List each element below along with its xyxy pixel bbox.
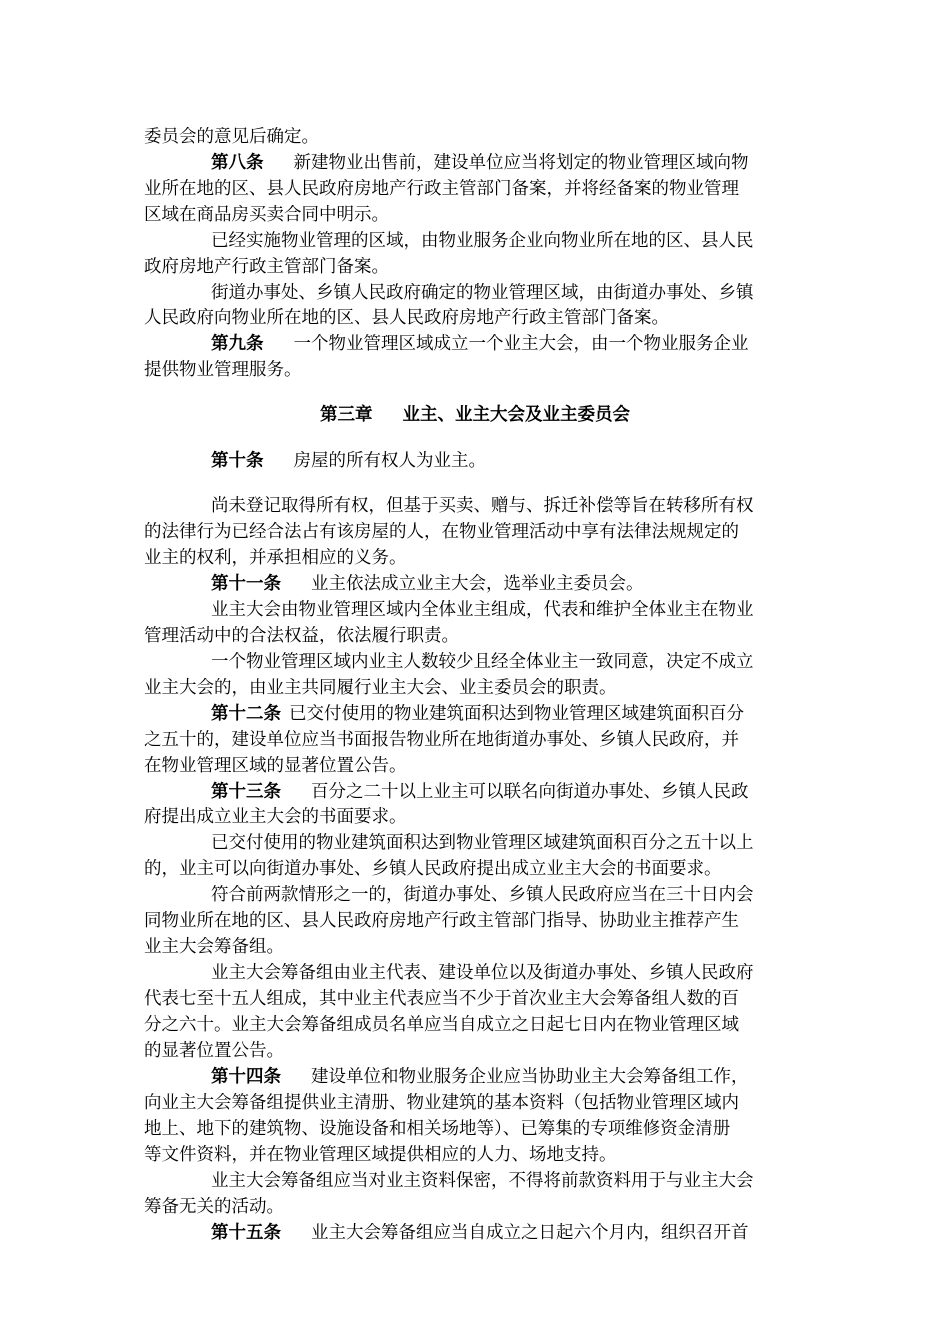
text-line: 业主依法成立业主大会，选举业主委员会。 [311,574,644,594]
text-line: 地上、地下的建筑物、设施设备和相关场地等）、已筹集的专项维修资金清册 [144,1119,731,1139]
article-15-paragraph [211,1222,824,1244]
article-10-label: 第十条 [211,451,264,471]
text-line: 区域在商品房买卖合同中明示。 [144,205,389,225]
text-line: 已经实施物业管理的区域，由物业服务企业向物业所在地的区、县人民 [211,231,754,251]
text-line: 已交付使用的物业建筑面积达到物业管理区域建筑面积百分之五十以上 [211,833,754,853]
text-line: 之五十的，建设单位应当书面报告物业所在地街道办事处、乡镇人民政府，并 [144,730,739,750]
article-14-label: 第十四条 [211,1067,281,1087]
chapter-title: 业主、业主大会及业主委员会 [402,405,630,425]
text-line: 的法律行为已经合法占有该房屋的人，在物业管理活动中享有法律法规规定的 [144,522,739,542]
article-15-label: 第十五条 [211,1223,281,1243]
text-line: 已交付使用的物业建筑面积达到物业管理区域建筑面积百分 [289,704,744,724]
article-11-label: 第十一条 [211,574,281,594]
text-line: 向业主大会筹备组提供业主清册、物业建筑的基本资料（包括物业管理区域内 [144,1093,739,1113]
chapter-number: 第三章 [320,405,373,425]
article-9-label: 第九条 [211,334,264,354]
text-line: 府提出成立业主大会的书面要求。 [144,807,407,827]
article-11-paragraph [211,573,824,595]
article-13-label: 第十三条 [211,782,281,802]
text-line: 业主大会筹备组应当自成立之日起六个月内，组织召开首 [311,1223,749,1243]
text-line: 委员会的意见后确定。 [144,127,319,147]
article-10-paragraph [211,450,824,472]
text-line: 新建物业出售前，建设单位应当将划定的物业管理区域向物 [293,153,749,173]
text-line: 业所在地的区、县人民政府房地产行政主管部门备案，并将经备案的物业管理 [144,179,739,199]
text-line: 业主大会的，由业主共同履行业主大会、业主委员会的职责。 [144,678,617,698]
text-line: 的显著位置公告。 [144,1041,284,1061]
article-12-paragraph [211,703,824,725]
text-line: 人民政府向物业所在地的区、县人民政府房地产行政主管部门备案。 [144,308,669,328]
article-14-paragraph [211,1066,824,1088]
text-line: 分之六十。业主大会筹备组成员名单应当自成立之日起七日内在物业管理区域 [144,1015,739,1035]
text-line: 街道办事处、乡镇人民政府确定的物业管理区域，由街道办事处、乡镇 [211,283,754,303]
text-line: 在物业管理区域的显著位置公告。 [144,756,407,776]
article-12-label: 第十二条 [211,704,281,724]
text-line: 等文件资料，并在物业管理区域提供相应的人力、场地支持。 [144,1145,617,1165]
text-line: 代表七至十五人组成，其中业主代表应当不少于首次业主大会筹备组人数的百 [144,989,739,1009]
text-line: 符合前两款情形之一的，街道办事处、乡镇人民政府应当在三十日内会 [211,885,754,905]
text-line: 业主的权利，并承担相应的义务。 [144,548,407,568]
text-line: 业主大会筹备组由业主代表、建设单位以及街道办事处、乡镇人民政府 [211,963,754,983]
chapter-heading [0,404,950,426]
article-8-label: 第八条 [211,153,264,173]
text-line: 管理活动中的合法权益，依法履行职责。 [144,626,459,646]
text-line: 同物业所在地的区、县人民政府房地产行政主管部门指导、协助业主推荐产生 [144,911,739,931]
article-8-paragraph [211,152,824,174]
text-line: 政府房地产行政主管部门备案。 [144,257,389,277]
text-line: 业主大会由物业管理区域内全体业主组成，代表和维护全体业主在物业 [211,600,754,620]
text-line: 业主大会筹备组应当对业主资料保密，不得将前款资料用于与业主大会 [211,1171,754,1191]
text-line: 房屋的所有权人为业主。 [293,451,486,471]
text-line: 一个物业管理区域成立一个业主大会，由一个物业服务企业 [293,334,749,354]
text-line: 提供物业管理服务。 [144,360,302,380]
text-line: 尚未登记取得所有权，但基于买卖、赠与、拆迁补偿等旨在转移所有权 [211,496,754,516]
text-line: 一个物业管理区域内业主人数较少且经全体业主一致同意，决定不成立 [211,652,754,672]
text-line: 业主大会筹备组。 [144,937,284,957]
text-line: 筹备无关的活动。 [144,1197,284,1217]
text-line: 的，业主可以向街道办事处、乡镇人民政府提出成立业主大会的书面要求。 [144,859,722,879]
text-line: 百分之二十以上业主可以联名向街道办事处、乡镇人民政 [311,782,749,802]
article-13-paragraph [211,781,824,803]
text-line: 建设单位和物业服务企业应当协助业主大会筹备组工作， [311,1067,749,1087]
article-9-paragraph [211,333,824,355]
